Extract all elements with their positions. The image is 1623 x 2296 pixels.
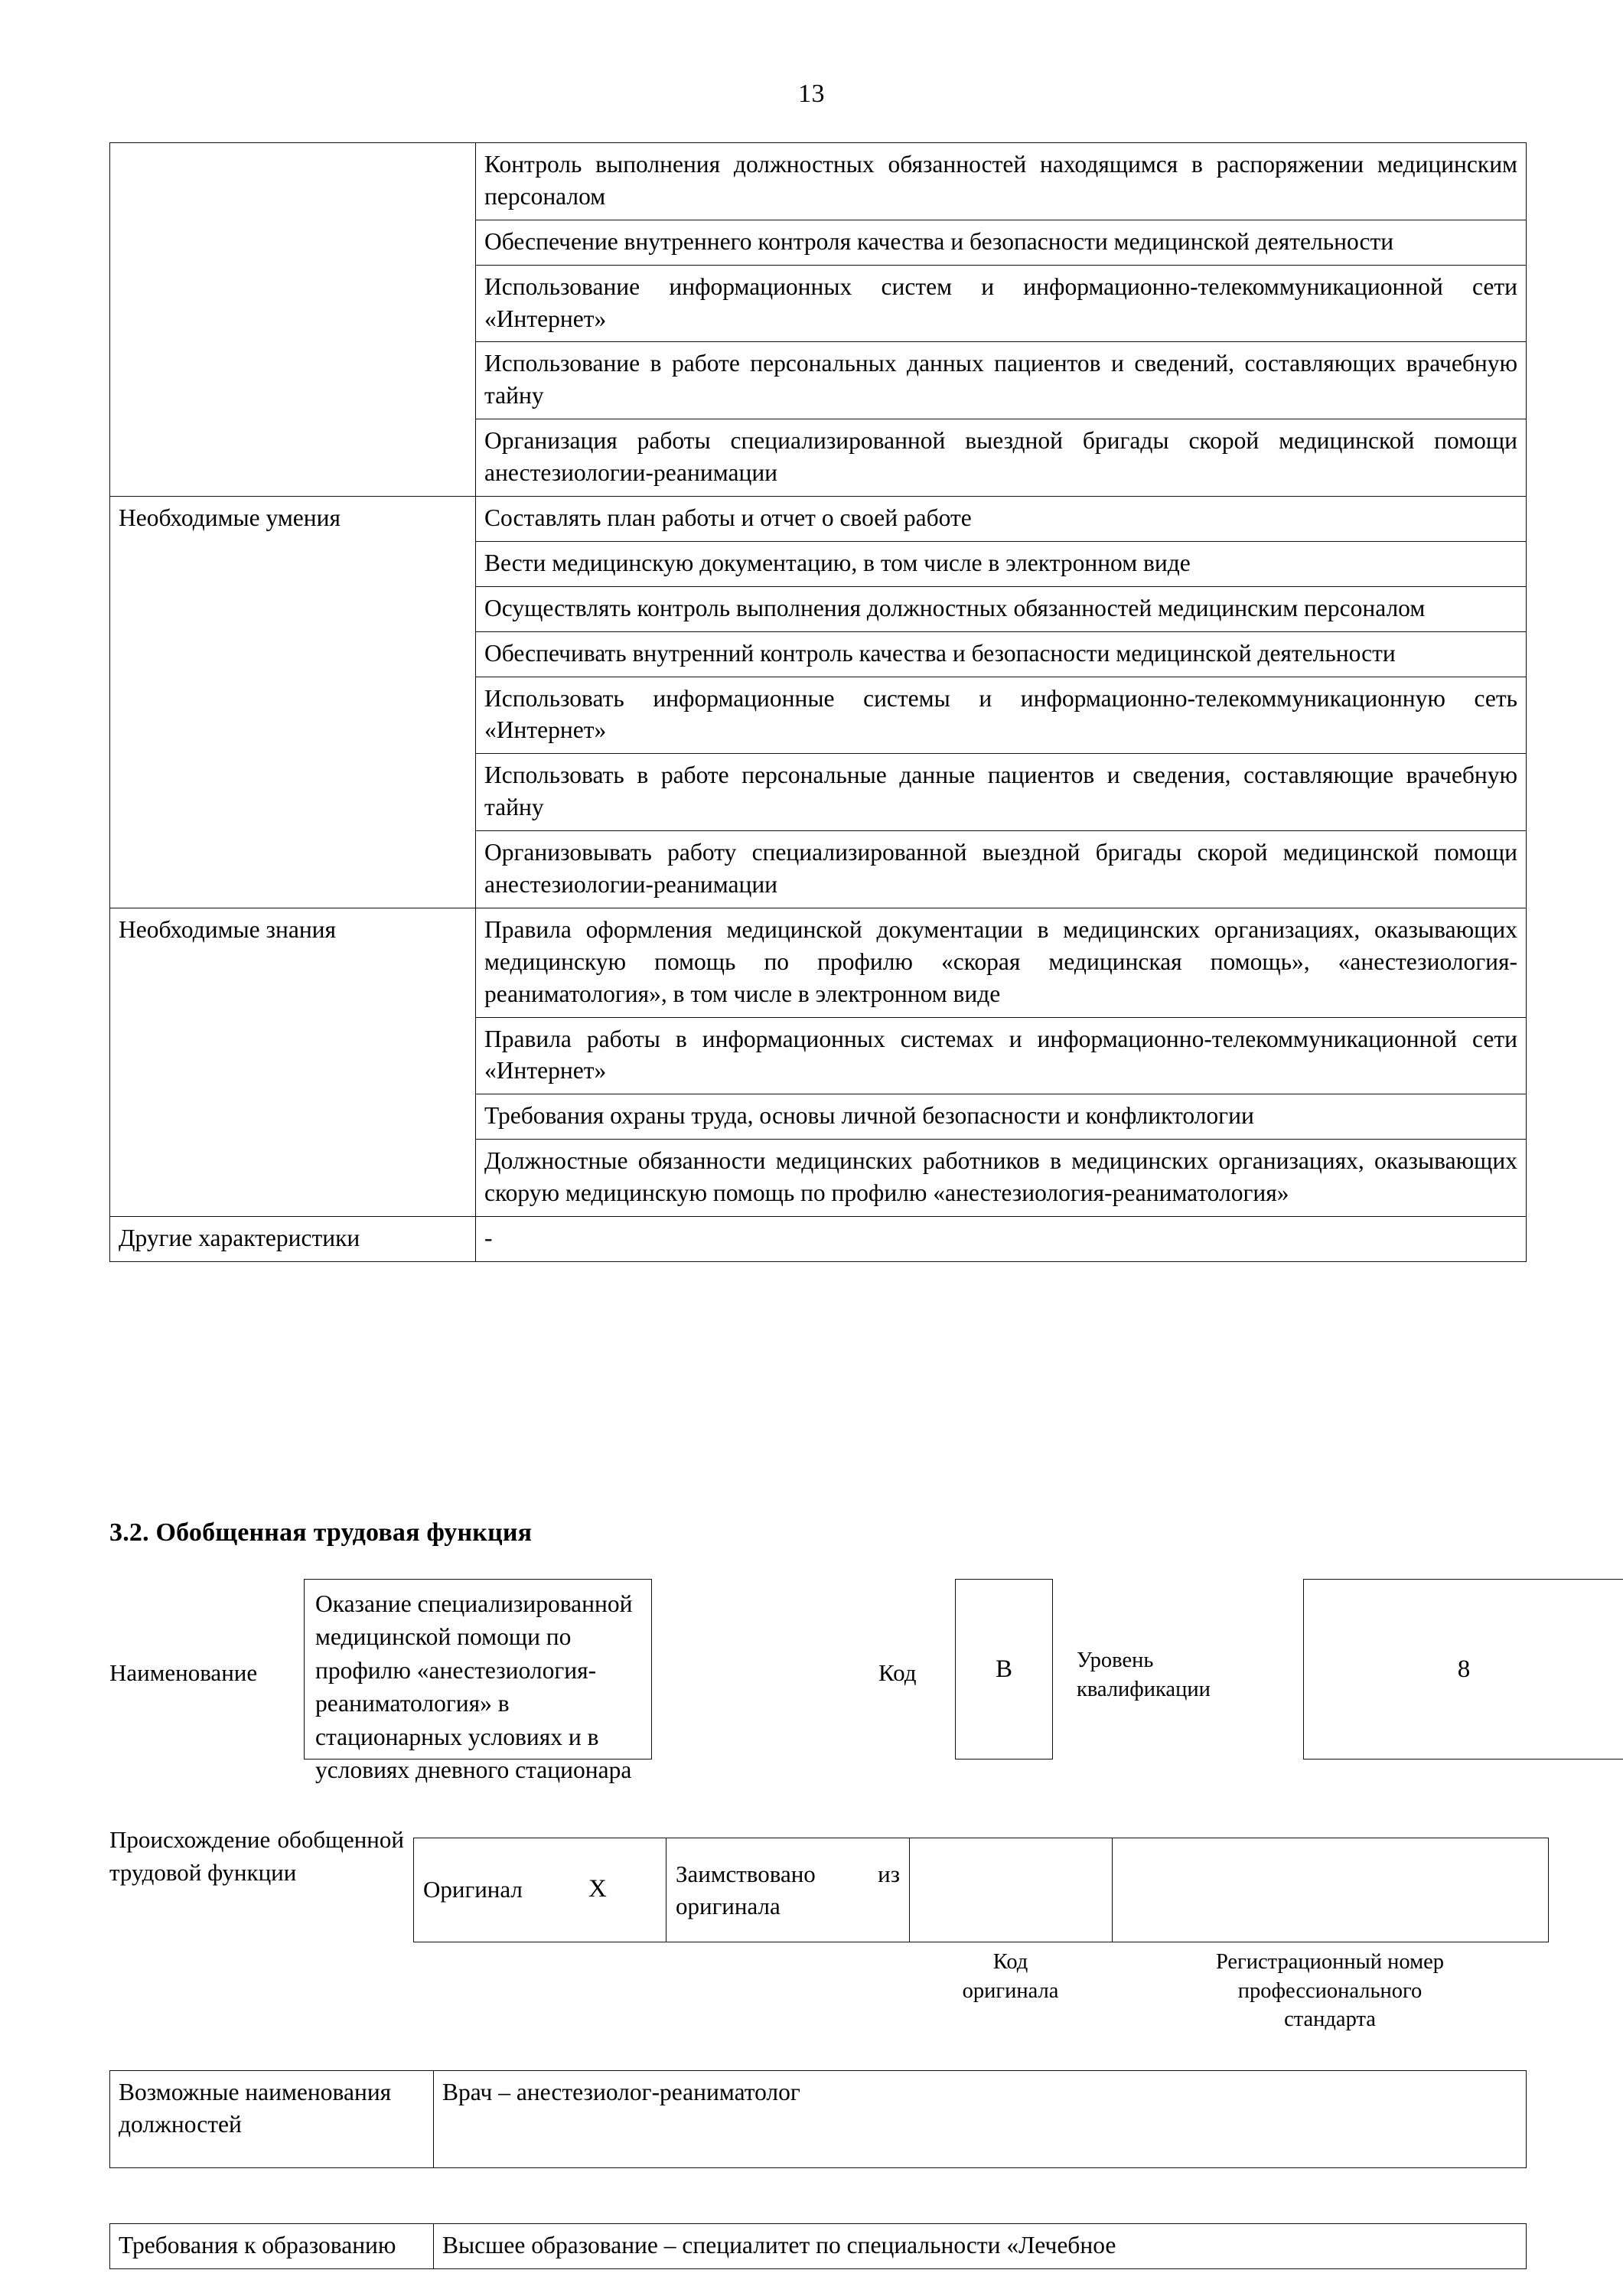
competence-item: Составлять план работы и отчет о своей работе bbox=[476, 497, 1527, 542]
reg-number-caption-line2: профессионального bbox=[1237, 1978, 1423, 2003]
reg-number-caption-line1: Регистрационный номер bbox=[1215, 1950, 1445, 1974]
competence-item: Правила оформления медицинской документации в медицинских организациях, оказывающих медицинскую помощь по профилю «скорая медицинская помощь», «анестезиология-реаниматология», в том числе в электронном виде bbox=[476, 908, 1527, 1017]
table-row bbox=[110, 2224, 1527, 2269]
competence-row-label bbox=[110, 143, 476, 497]
education-table bbox=[109, 2223, 1527, 2269]
competence-item: Организация работы специализированной выездной бригады скорой медицинской помощи анестезиологии-реанимации bbox=[476, 419, 1527, 497]
competence-item: Использовать в работе персональные данные пациентов и сведения, составляющие врачебную тайну bbox=[476, 754, 1527, 831]
code-value-box: B bbox=[955, 1579, 1053, 1760]
reg-number-caption bbox=[1112, 1948, 1548, 2034]
table-row bbox=[110, 497, 1527, 542]
origin-regnumber-value-cell bbox=[1113, 1838, 1549, 1942]
competence-item: Использование информационных систем и информационно-телекоммуникационной сети «Интернет» bbox=[476, 265, 1527, 342]
competence-item: Осуществлять контроль выполнения должностных обязанностей медицинским персоналом bbox=[476, 586, 1527, 631]
table-row bbox=[110, 2071, 1527, 2168]
page-number: 13 bbox=[798, 80, 825, 108]
origin-table bbox=[413, 1838, 1549, 1942]
code-label: Код bbox=[878, 1659, 917, 1686]
positions-value: Врач – анестезиолог-реаниматолог bbox=[434, 2071, 1527, 2168]
competence-row-label: Другие характеристики bbox=[110, 1217, 476, 1262]
competence-item: Использование в работе персональных данных пациентов и сведений, составляющих врачебную тайну bbox=[476, 342, 1527, 419]
competence-row-label: Необходимые знания bbox=[110, 908, 476, 1216]
origin-label: Происхождение обобщенной трудовой функции bbox=[109, 1826, 404, 1886]
competence-item: Организовывать работу специализированной выездной бригады скорой медицинской помощи анестезиологии-реанимации bbox=[476, 831, 1527, 908]
positions-label: Возможные наименования должностей bbox=[110, 2071, 434, 2168]
section-heading: 3.2. Обобщенная трудовая функция bbox=[109, 1518, 533, 1547]
competence-item: Обеспечивать внутренний контроль качества и безопасности медицинской деятельности bbox=[476, 631, 1527, 677]
origin-original-mark: X bbox=[588, 1875, 607, 1903]
competence-item: Использовать информационные системы и информационно-телекоммуникационную сеть «Интернет» bbox=[476, 677, 1527, 754]
competence-item: Требования охраны труда, основы личной безопасности и конфликтологии bbox=[476, 1094, 1527, 1140]
reg-number-caption-line3: стандарта bbox=[1284, 2007, 1376, 2032]
code-original-caption bbox=[909, 1948, 1112, 2005]
competence-item: Контроль выполнения должностных обязанностей находящимся в распоряжении медицинским персоналом bbox=[476, 143, 1527, 220]
naming-value-box: Оказание специализированной медицинской помощи по профилю «анестезиология-реаниматология» в стационарных условиях и в условиях дневного стационара bbox=[304, 1579, 652, 1760]
competence-table bbox=[109, 142, 1527, 1262]
competence-item: Должностные обязанности медицинских работников в медицинских организациях, оказывающих скорую медицинскую помощь по профилю «анестезиология-реаниматология» bbox=[476, 1140, 1527, 1217]
origin-original-label: Оригинал bbox=[423, 1876, 523, 1903]
table-row bbox=[110, 1217, 1527, 1262]
generalized-function-naming-block bbox=[109, 1579, 1548, 1784]
origin-borrowed-label: Заимствовано из оригинала bbox=[666, 1838, 910, 1942]
origin-code-value-cell bbox=[910, 1838, 1113, 1942]
education-label: Требования к образованию bbox=[110, 2224, 434, 2269]
table-row bbox=[110, 908, 1527, 1017]
code-original-caption-line2: оригинала bbox=[962, 1978, 1059, 2003]
table-row bbox=[414, 1838, 1549, 1942]
competence-item: Обеспечение внутреннего контроля качества и безопасности медицинской деятельности bbox=[476, 220, 1527, 265]
origin-captions bbox=[109, 1948, 1548, 2047]
competence-item: Правила работы в информационных системах и информационно-телекоммуникационной сети «Интернет» bbox=[476, 1017, 1527, 1094]
table-row bbox=[110, 143, 1527, 220]
education-value: Высшее образование – специалитет по специальности «Лечебное bbox=[434, 2224, 1527, 2269]
competence-item: - bbox=[476, 1217, 1527, 1262]
qualification-level-label: Уровень квалификации bbox=[1077, 1649, 1211, 1701]
naming-label: Наименование bbox=[109, 1659, 258, 1686]
code-original-caption-line1: Код bbox=[992, 1950, 1028, 1974]
competence-row-label: Необходимые умения bbox=[110, 497, 476, 908]
qualification-level-value-box: 8 bbox=[1303, 1579, 1623, 1760]
origin-original-cell bbox=[414, 1838, 666, 1942]
positions-table bbox=[109, 2070, 1527, 2168]
competence-item: Вести медицинскую документацию, в том числе в электронном виде bbox=[476, 541, 1527, 586]
